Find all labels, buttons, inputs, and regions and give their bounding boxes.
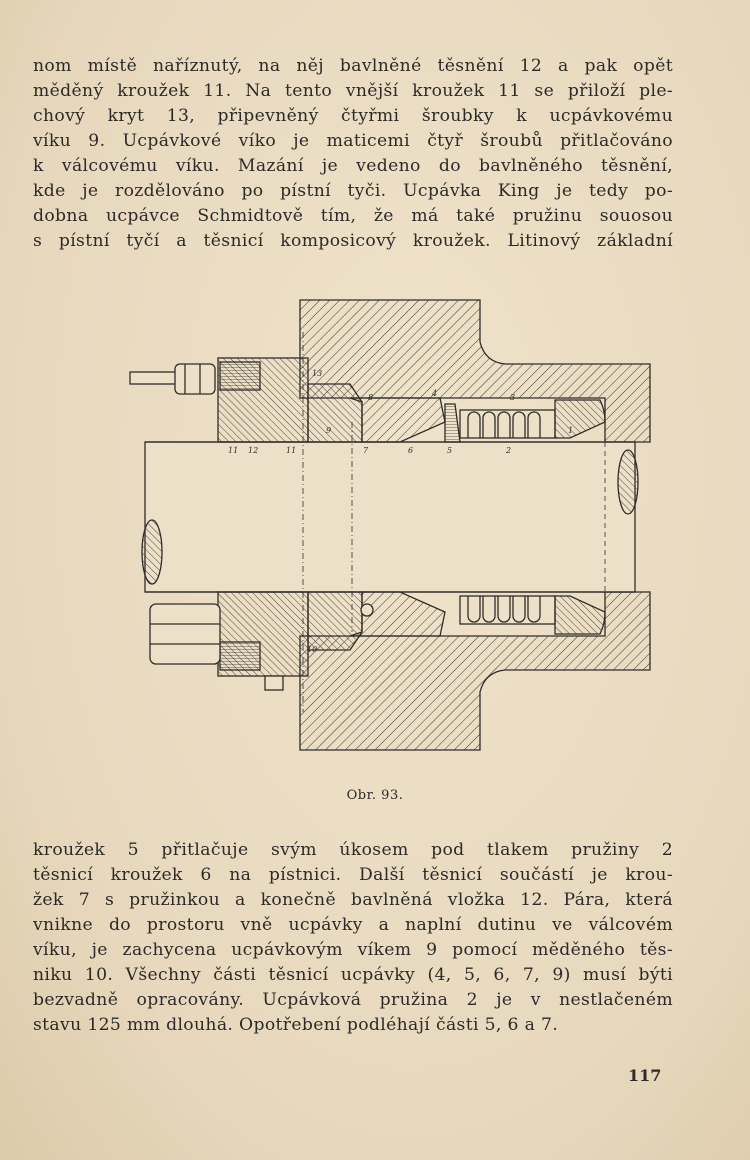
label-11b: 11 [286, 446, 297, 455]
label-3: 3 [510, 393, 516, 402]
figure-caption: Obr. 93. [346, 788, 404, 803]
label-8: 8 [368, 393, 374, 402]
label-13: 13 [312, 369, 323, 378]
text-line: kroužek 5 přitlačuje svým úkosem pod tlakem pružiny 2 [33, 840, 673, 860]
text-line: stavu 125 mm dlouhá. Opotřebení podléhají části 5, 6 a 7. [33, 1015, 559, 1035]
label-11a: 11 [228, 446, 239, 455]
text-line: niku 10. Všechny části těsnicí ucpávky (4, 5, 6, 7, 9) musí býti [33, 965, 673, 985]
spring-bottom [460, 596, 555, 624]
label-2: 2 [506, 446, 512, 455]
piston-rod [145, 442, 635, 592]
top-paragraph [33, 54, 673, 254]
text-line: víku 9. Ucpávkové víko je maticemi čtyř šroubů přitlačováno [33, 131, 673, 151]
label-12: 12 [248, 446, 259, 455]
rod-break-left [142, 520, 162, 584]
label-10: 10 [307, 645, 318, 654]
label-4: 4 [432, 389, 438, 398]
spring-top [460, 410, 555, 438]
text-line: měděný kroužek 11. Na tento vnější kroužek 11 se přiloží ple- [33, 81, 673, 101]
text-line: s pístní tyčí a těsnicí komposicový kroužek. Litinový základní [33, 231, 673, 251]
text-line: kde je rozdělováno po pístní tyči. Ucpávka King je tedy po- [33, 181, 673, 201]
text-line: bezvadně opracovány. Ucpávková pružina 2 je v nestlačeném [33, 990, 673, 1010]
text-line: k válcovému víku. Mazání je vedeno do bavlněného těsnění, [33, 156, 673, 176]
text-line: vnikne do prostoru vně ucpávky a naplní dutinu ve válcovém [33, 915, 673, 935]
label-6: 6 [408, 446, 414, 455]
text-line: chový kryt 13, připevněný čtyřmi šroubky k ucpávkovému [33, 106, 673, 126]
page-number: 117 [628, 1066, 662, 1085]
rod-break-right [618, 450, 638, 514]
label-9: 9 [326, 426, 332, 435]
nut-bottom [150, 604, 220, 664]
text-line: žek 7 s pružinkou a konečně bavlněná vložka 12. Pára, která [33, 890, 673, 910]
label-1: 1 [568, 426, 574, 435]
text-line: dobna ucpávce Schmidtově tím, že má také pružinu souosou [33, 206, 673, 226]
text-line: víku, je zachycena ucpávkovým víkem 9 pomocí měděného těs- [33, 940, 673, 960]
stuffing-box-drawing [100, 292, 660, 762]
text-line: těsnicí kroužek 6 na pístnici. Další těsnicí součástí je krou- [33, 865, 673, 885]
text-line: nom místě naříznutý, na něj bavlněné těsnění 12 a pak opět [33, 56, 673, 76]
label-5: 5 [447, 446, 453, 455]
label-7: 7 [363, 446, 369, 455]
bottom-paragraph [33, 838, 673, 1038]
